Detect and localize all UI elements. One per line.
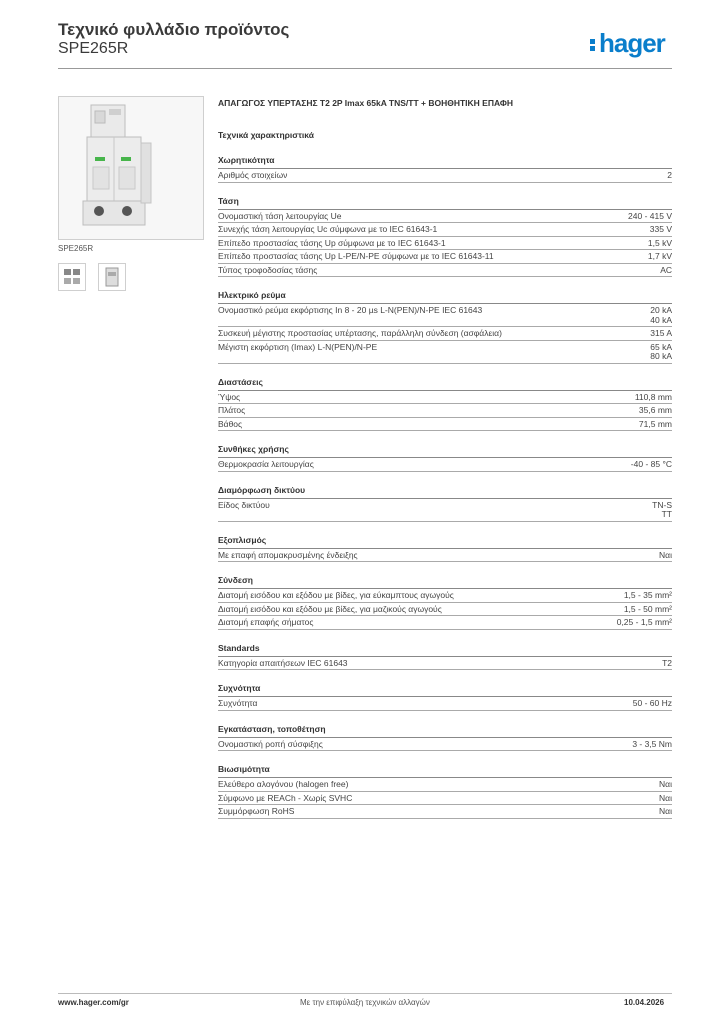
spec-value — [609, 618, 672, 628]
spec-group-title: Συχνότητα — [218, 683, 672, 697]
header-divider — [58, 68, 672, 69]
spec-value — [651, 807, 672, 817]
spec-value-line: Ναι — [659, 779, 672, 789]
spec-label: Είδος δικτύου — [218, 499, 270, 510]
spec-row — [218, 792, 672, 806]
spec-group — [218, 764, 672, 819]
spec-row — [218, 805, 672, 819]
logo-text: hager — [599, 28, 665, 58]
spec-content — [218, 98, 672, 819]
spec-row — [218, 169, 672, 183]
spec-value — [644, 501, 672, 520]
spec-row — [218, 549, 672, 563]
spec-value — [654, 659, 672, 669]
thumbnail-2[interactable] — [98, 263, 126, 291]
spec-row — [218, 697, 672, 711]
spec-value — [642, 343, 672, 362]
spec-value — [640, 252, 672, 262]
spec-label: Διατομή εισόδου και εξόδου με βίδες, για εύκαμπτους αγωγούς — [218, 590, 454, 600]
spec-value-line: T2 — [662, 657, 672, 668]
spec-value — [642, 329, 672, 339]
spec-label: Ονομαστικό ρεύμα εκφόρτισης In 8 - 20 µs L-N(PEN)/N-PE IEC 61643 — [218, 305, 483, 315]
spec-value-line: 1,5 kV — [647, 237, 672, 248]
spec-value-line: TT — [661, 509, 672, 519]
product-image — [58, 96, 204, 240]
spec-value-line: Ναι — [659, 806, 672, 816]
spec-value — [623, 460, 672, 470]
spec-label: Διατομή επαφής σήματος — [218, 617, 314, 627]
spec-group — [218, 575, 672, 630]
spec-value — [616, 591, 672, 601]
spec-row — [218, 589, 672, 603]
spec-value — [651, 551, 672, 561]
spec-label: Ονομαστική τάση λειτουργίας Ue — [218, 210, 342, 221]
spec-label: Συσκευή μέγιστης προστασίας υπέρτασης, παράλληλη σύνδεση (ασφάλεια) — [218, 328, 502, 338]
footer-note: Με την επιφύλαξη τεχνικών αλλαγών — [300, 998, 430, 1007]
spec-value-line: 20 kA — [650, 305, 672, 315]
product-image-label: SPE265R — [58, 244, 94, 253]
spec-value — [631, 420, 672, 430]
spec-group — [218, 290, 672, 364]
spec-value-line: 50 - 60 Hz — [632, 698, 672, 708]
spec-group-title: Συνθήκες χρήσης — [218, 444, 672, 458]
spec-value-line: Ναι — [659, 792, 672, 803]
logo-dots-icon — [590, 37, 596, 53]
spec-group — [218, 444, 672, 472]
spec-value — [640, 239, 672, 249]
spec-label: Βάθος — [218, 418, 243, 429]
spec-value-line: 1,5 - 50 mm² — [623, 603, 672, 614]
spec-label: Ελεύθερο αλογόνου (halogen free) — [218, 779, 349, 789]
spec-groups — [218, 155, 672, 819]
spec-value-line: 2 — [667, 170, 672, 180]
spec-row — [218, 304, 672, 327]
spec-group-title: Ηλεκτρικό ρεύμα — [218, 290, 672, 304]
spec-group — [218, 377, 672, 432]
spec-value — [651, 794, 672, 804]
spec-group — [218, 535, 672, 563]
spec-label: Τύπος τροφοδοσίας τάσης — [218, 264, 318, 275]
spec-group-title: Σύνδεση — [218, 575, 672, 589]
spec-group — [218, 155, 672, 183]
spec-group-title: Διαμόρφωση δικτύου — [218, 485, 672, 499]
spec-value-line: 65 kA — [650, 341, 672, 352]
spec-row — [218, 458, 672, 472]
spec-label: Διατομή εισόδου και εξόδου με βίδες, για μαζικούς αγωγούς — [218, 603, 442, 614]
spec-value-line: 35,6 mm — [638, 405, 672, 415]
spec-value — [627, 393, 672, 403]
product-title: ΑΠΑΓΩΓΟΣ ΥΠΕΡΤΑΣΗΣ Τ2 2P Imax 65kA TNS/TT + ΒΟΗΘΗΤΙΚΗ ΕΠΑΦΗ — [218, 98, 514, 108]
spec-row — [218, 237, 672, 251]
spec-row — [218, 778, 672, 792]
spec-value — [651, 780, 672, 790]
spec-row — [218, 738, 672, 752]
spec-value — [624, 740, 672, 750]
spec-row — [218, 603, 672, 617]
spec-label: Επίπεδο προστασίας τάσης Up L-PE/N-PE σύμφωνα με το IEC 61643-11 — [218, 251, 494, 261]
spec-group — [218, 643, 672, 671]
spec-value — [642, 225, 672, 235]
spec-value-line: Ναι — [659, 549, 672, 560]
spec-group — [218, 724, 672, 752]
spec-label: Θερμοκρασία λειτουργίας — [218, 459, 314, 469]
spec-group — [218, 196, 672, 278]
document-title: Τεχνικό φυλλάδιο προϊόντος — [58, 20, 290, 39]
spec-value — [652, 266, 672, 276]
hager-logo — [590, 28, 665, 59]
spec-row — [218, 657, 672, 671]
spec-row — [218, 499, 672, 522]
spec-value-line: 110,8 mm — [634, 391, 672, 402]
spec-label: Συνεχής τάση λειτουργίας Uc σύμφωνα με το IEC 61643-1 — [218, 224, 438, 234]
dimension-thumbnail-icon — [99, 264, 125, 290]
spec-value-line: 3 - 3,5 Nm — [632, 738, 672, 749]
spec-value-line: 240 - 415 V — [628, 210, 672, 221]
spec-row — [218, 327, 672, 341]
spec-row — [218, 223, 672, 237]
product-code: SPE265R — [58, 40, 129, 57]
spec-value — [631, 406, 672, 416]
spec-group-title: Βιωσιμότητα — [218, 764, 672, 778]
spec-label: Επίπεδο προστασίας τάσης Up σύμφωνα με το IEC 61643-1 — [218, 237, 446, 248]
spec-value-line: 0,25 - 1,5 mm² — [616, 617, 672, 627]
spec-label: Ύψος — [218, 391, 241, 402]
thumbnail-1[interactable] — [58, 263, 86, 291]
spec-row — [218, 616, 672, 630]
spec-label: Σύμφωνο με REACh - Χωρίς SVHC — [218, 792, 353, 803]
spec-label: Συχνότητα — [218, 698, 258, 708]
spec-row — [218, 391, 672, 405]
spec-group-title: Εγκατάσταση, τοποθέτηση — [218, 724, 672, 738]
spec-row — [218, 250, 672, 264]
spec-label: Πλάτος — [218, 405, 246, 415]
spec-label: Με επαφή απομακρυσμένης ένδειξης — [218, 549, 358, 560]
spec-value-line: 80 kA — [650, 351, 672, 361]
spec-row — [218, 341, 672, 364]
spec-label: Κατηγορία απαιτήσεων IEC 61643 — [218, 657, 348, 668]
footer-divider — [58, 993, 672, 994]
spec-group — [218, 683, 672, 711]
spec-value-line: AC — [660, 264, 672, 275]
spec-label: Μέγιστη εκφόρτιση (Imax) L-N(PEN)/N-PE — [218, 341, 378, 352]
spec-value-line: 71,5 mm — [638, 418, 672, 429]
spec-row — [218, 404, 672, 418]
spec-value — [625, 699, 672, 709]
spec-row — [218, 210, 672, 224]
spec-value-line: 315 A — [650, 328, 672, 338]
tech-characteristics-heading: Τεχνικά χαρακτηριστικά — [218, 130, 314, 140]
spec-value-line: -40 - 85 °C — [630, 459, 672, 469]
footer-date: 10.04.2026 — [624, 998, 665, 1007]
diagram-thumbnail-icon — [59, 264, 85, 290]
spec-value-line: 1,7 kV — [647, 251, 672, 261]
spec-value — [620, 212, 672, 222]
spec-row — [218, 264, 672, 278]
spec-label: Αριθμός στοιχείων — [218, 170, 288, 180]
footer-website[interactable]: www.hager.com/gr — [58, 998, 129, 1007]
spec-value — [616, 605, 672, 615]
spec-value-line: 40 kA — [650, 314, 672, 325]
spec-value-line: TN-S — [652, 499, 672, 510]
spec-group-title: Τάση — [218, 196, 672, 210]
spec-group-title: Standards — [218, 643, 672, 657]
spec-value-line: 1,5 - 35 mm² — [623, 590, 672, 600]
spec-group-title: Εξοπλισμός — [218, 535, 672, 549]
surge-arrester-drawing — [59, 97, 203, 239]
spec-row — [218, 418, 672, 432]
spec-label: Συμμόρφωση RoHS — [218, 806, 295, 816]
spec-group-title: Χωρητικότητα — [218, 155, 672, 169]
spec-group-title: Διαστάσεις — [218, 377, 672, 391]
spec-value — [659, 171, 672, 181]
spec-value — [642, 306, 672, 325]
spec-label: Ονομαστική ροπή σύσφιξης — [218, 738, 323, 749]
spec-group — [218, 485, 672, 522]
spec-value-line: 335 V — [649, 224, 672, 234]
